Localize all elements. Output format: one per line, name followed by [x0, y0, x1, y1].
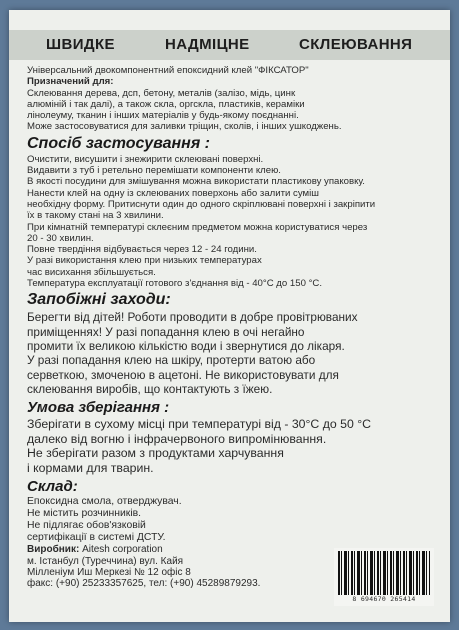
purpose-line: Може застосовуватися для заливки тріщин, сколів, і інших ушкоджень.: [27, 121, 342, 133]
usage-line: необхідну форму. Притиснути один до одного скріплювані поверхні і закріпити: [27, 198, 376, 210]
maker-address: м. Істанбул (Туреччина) вул. Кайя: [27, 555, 184, 567]
safety-line: промити їх великою кількістю води і звернутися до лікаря.: [27, 338, 345, 353]
storage-title: Умова зберігання :: [27, 399, 170, 417]
composition-block: [27, 496, 432, 544]
purpose-line: алюміній і так далі), а також скла, оргскла, пластиків, кераміки: [27, 98, 305, 110]
usage-line: Повне твердіння відбувається через 12 - 24 години.: [27, 244, 257, 256]
safety-line: У разі попадання клею на шкіру, протерти ватою або: [27, 353, 316, 368]
barcode-bars: [338, 551, 430, 595]
barcode: [334, 548, 434, 606]
safety-title: Запобіжні заходи:: [27, 291, 171, 309]
storage-line: Зберігати в сухому місці при температурі від - 30°С до 50 °С: [27, 417, 372, 432]
composition-line: Не підлягає обов'язковій: [27, 520, 146, 532]
barcode-digits: 8 694670 265414: [352, 595, 416, 603]
header-word-superstrong: НАДМІЦНЕ: [165, 36, 250, 53]
safety-line: приміщеннях! У разі попадання клею в очі негайно: [27, 324, 305, 339]
maker-label: Виробник:: [27, 544, 80, 556]
maker-phones: факс: (+90) 25233357625, тел: (+90) 45289879293.: [27, 578, 261, 590]
usage-line: Температура експлуатації готового з'єднання від - 40°С до 150 °С.: [27, 278, 323, 290]
label-content: [27, 65, 432, 590]
storage-line: Не зберігати разом з продуктами харчування: [27, 446, 284, 461]
safety-line: серветкою, змоченою в ацетоні. Не використовувати для: [27, 367, 339, 382]
safety-line: склеювання виробів, що контактують з їжею.: [27, 381, 273, 396]
storage-block: [27, 417, 432, 475]
usage-line: Нанести клей на одну із склеюваних поверхонь або залити суміш: [27, 187, 319, 199]
header-word-fast: ШВИДКЕ: [46, 36, 115, 53]
label-sheet: [9, 10, 450, 622]
header-band: [9, 30, 450, 60]
usage-title: Спосіб застосування :: [27, 134, 211, 152]
maker-company: Aitesh corporation: [82, 544, 163, 556]
composition-title: Склад:: [27, 478, 78, 496]
purpose-line: Склеювання дерева, дсп, бетону, металів (залізо, мідь, цинк: [27, 87, 296, 99]
usage-line: Очистити, висушити і знежирити склеювані поверхні.: [27, 153, 264, 165]
maker-address: Мілленіум Иш Меркезі № 12 офіс 8: [27, 566, 191, 578]
usage-line: У разі використання клею при низьких температурах: [27, 255, 262, 267]
purpose-title: Призначений для:: [27, 76, 114, 88]
usage-line: В якості посудини для змішування можна використати пластикову упаковку.: [27, 176, 365, 188]
header-word-gluing: СКЛЕЮВАННЯ: [299, 36, 413, 53]
usage-line: Видавити з туб і ретельно перемішати компоненти клею.: [27, 165, 281, 177]
composition-line: Епоксидна смола, отверджувач.: [27, 496, 182, 508]
usage-line: 20 - 30 хвилин.: [27, 232, 94, 244]
composition-line: Не містить розчинників.: [27, 508, 142, 520]
safety-line: Берегти від дітей! Роботи проводити в добре провітрюваних: [27, 310, 358, 325]
usage-line: їх в такому стані на 3 хвилини.: [27, 210, 164, 222]
storage-line: далеко від вогню і інфрачервоного випромінювання.: [27, 431, 327, 446]
purpose-line: лінолеуму, тканин і інших матеріалів у будь-якому поєднанні.: [27, 110, 299, 122]
usage-line: час висихання збільшується.: [27, 266, 156, 278]
composition-line: сертифікації в системі ДСТУ.: [27, 532, 166, 544]
safety-block: [27, 310, 432, 396]
storage-line: і кормами для тварин.: [27, 460, 154, 475]
intro-line: Універсальний двокомпонентний епоксидний клей "ФІКСАТОР": [27, 65, 309, 76]
usage-line: При кімнатній температурі склеєним предметом можна користуватися через: [27, 221, 368, 233]
